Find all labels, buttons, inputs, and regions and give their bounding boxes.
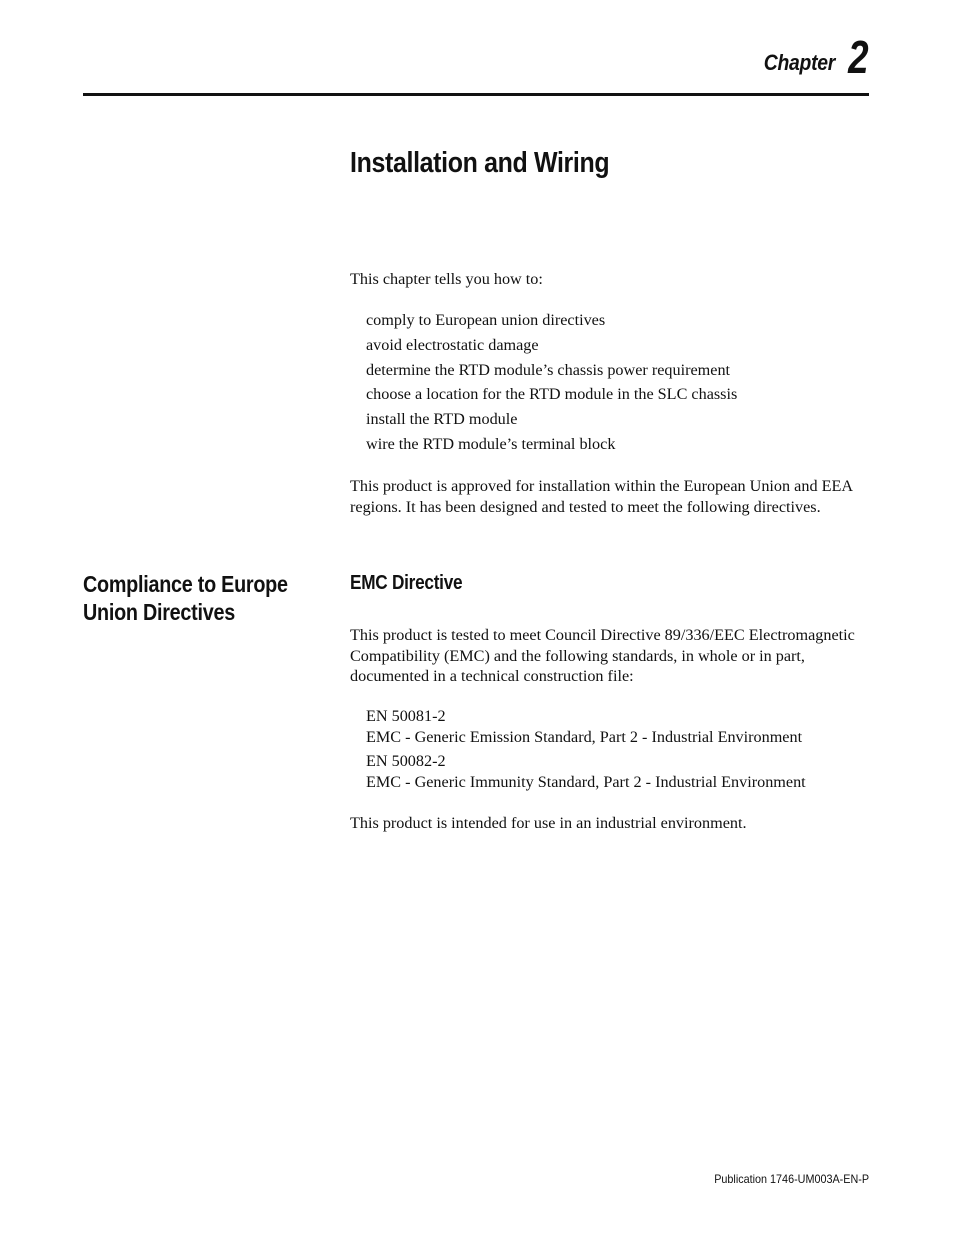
- standard-code: EN 50082-2: [366, 752, 446, 770]
- emc-body-text: This product is tested to meet Council Directive 89/336/EEC Electromagnetic Compatibility (EMC) and the following standards, in whole or in part, documented in a technical construction file:: [350, 626, 855, 685]
- chapter-title: Installation and Wiring: [350, 147, 610, 179]
- chapter-header: [754, 30, 869, 83]
- standards-list: [366, 706, 806, 796]
- list-item: avoid electrostatic damage: [366, 335, 539, 354]
- standard-description: EMC - Generic Emission Standard, Part 2 - Industrial Environment: [366, 727, 803, 746]
- list-item: comply to European union directives: [366, 311, 606, 329]
- standard-description: EMC - Generic Immunity Standard, Part 2 - Industrial Environment: [366, 772, 806, 791]
- approval-text: This product is approved for installation within the European Union and EEA regions. It has been designed and tested to meet the following directives.: [350, 477, 853, 516]
- section-heading: Compliance to Europe Union Directives: [83, 571, 288, 625]
- closing-text: This product is intended for use in an industrial environment.: [350, 814, 747, 832]
- task-list: [366, 310, 737, 459]
- list-item: [366, 706, 806, 747]
- header-rule: [83, 93, 869, 96]
- list-item: determine the RTD module’s chassis power requirement: [366, 360, 731, 379]
- subsection-heading: EMC Directive: [350, 572, 463, 594]
- list-item: choose a location for the RTD module in the SLC chassis: [366, 385, 738, 404]
- list-item: wire the RTD module’s terminal block: [366, 434, 616, 453]
- publication-footer: Publication 1746-UM003A-EN-P: [714, 1172, 869, 1186]
- chapter-label: Chapter: [764, 50, 836, 75]
- chapter-number: 2: [848, 31, 869, 83]
- standard-code: EN 50081-2: [366, 707, 446, 725]
- list-item: install the RTD module: [366, 410, 518, 429]
- list-item: [366, 751, 806, 792]
- intro-text: This chapter tells you how to:: [350, 270, 543, 288]
